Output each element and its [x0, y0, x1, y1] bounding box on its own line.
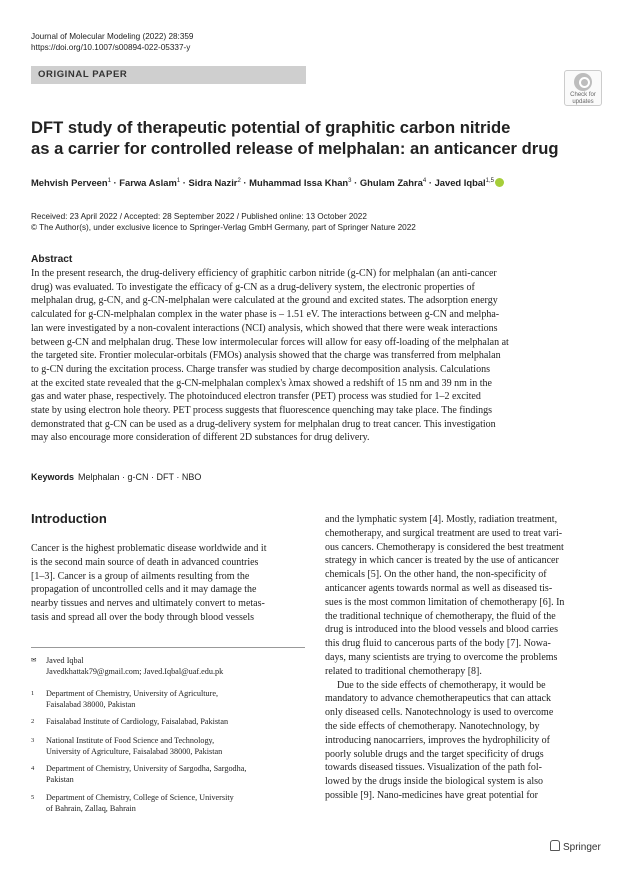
affiliation-line: Department of Chemistry, College of Science, University [46, 793, 234, 802]
footnote-divider [31, 647, 305, 648]
abstract-body [31, 267, 600, 445]
affiliation-line: Department of Chemistry, University of Sargodha, Sargodha, [46, 764, 247, 773]
body-line: is the second main source of death in advanced countries [31, 556, 259, 568]
section-heading-introduction: Introduction [31, 511, 107, 526]
body-line: chemotherapy, and surgical treatment are used to treat vari- [325, 527, 563, 539]
affiliation-line: of Bahrain, Zallaq, Bahrain [46, 804, 136, 813]
affiliation-line: University of Agriculture, Faisalabad 38000, Pakistan [46, 747, 223, 756]
affiliation-item [31, 763, 305, 785]
check-for-updates-button[interactable] [564, 70, 602, 106]
title-line: DFT study of therapeutic potential of graphitic carbon nitride [31, 118, 511, 137]
check-updates-line1: Check for [570, 92, 596, 98]
author-affiliation: 4 [422, 177, 427, 184]
publisher-footer [550, 840, 601, 853]
body-line: possible [9]. Nano-medicines have great potential for [325, 789, 538, 801]
body-line: ous cancers. Chemotherapy is considered the best treatment [325, 541, 564, 553]
right-column-text [325, 513, 599, 803]
abstract-line: In the present research, the drug-delivery efficiency of graphitic carbon nitride (g-CN) for melphalan (an anti-cancer [31, 268, 497, 279]
body-line: sues is the most common limitation of chemotherapy [6]. In [325, 596, 565, 608]
abstract-line: the targeted site. Frontier molecular-orbitals (FMOs) analysis showed that the charge was transferred from melphalan [31, 350, 501, 362]
body-line: poorly soluble drugs and the target specificity of drugs [325, 748, 544, 760]
section-label-bar [31, 66, 306, 84]
body-line: this drug fluid to cancerous parts of the body [7]. Nowa- [325, 638, 551, 650]
body-line: drug is introduced into the blood vessels and blood carries [325, 624, 559, 636]
affiliation-line: Faisalabad 38000, Pakistan [46, 700, 136, 709]
title-line: as a carrier for controlled release of melphalan: an anticancer drug [31, 139, 559, 158]
body-line: days, many scientists are trying to overcome the problems [325, 651, 558, 663]
correspondence-footnote [31, 655, 305, 677]
check-updates-line2: updates [572, 99, 594, 105]
body-line: chemicals [5]. On the other hand, the non-specificity of [325, 569, 547, 581]
abstract-line: calculated for g-CN-melphalan complex in the water phase is – 1.51 eV. The interactions between g-CN and melpha- [31, 309, 500, 321]
author-affiliation: 1 [107, 177, 111, 184]
author-name[interactable]: Muhammad Issa Khan [249, 177, 349, 188]
left-column-text [31, 542, 305, 625]
abstract-line: to g-CN during the excitation process. Charge transfer was studied by charge decomposition analysis. Calculations [31, 363, 490, 375]
body-line: nearby tissues and nerves and ultimately convert to metas- [31, 598, 265, 610]
affiliation-number: 5 [31, 794, 35, 801]
affiliation-line: Faisalabad Institute of Cardiology, Faisalabad, Pakistan [46, 717, 229, 726]
abstract-line: melphalan drug, g-CN, and g-CN-melphalan were calculated at the ground and excited states. The adsorption energy [31, 295, 498, 307]
body-line: propagation of uncontrolled cells and it may damage the [31, 584, 257, 596]
body-line: only diseased cells. Nanotechnology is used to overcome [325, 707, 554, 719]
article-title [31, 117, 571, 159]
author-name[interactable]: Sidra Nazir [188, 177, 238, 188]
body-line: introducing nanocarriers, improves the hydrophilicity of [325, 734, 550, 746]
body-line: mandatory to advance chemotherapeutics that can attack [325, 693, 552, 705]
orcid-icon[interactable] [495, 178, 504, 187]
abstract-line: may also encourage more consideration of different 2D substances for drug delivery. [31, 432, 370, 444]
author-affiliation: 2 [237, 177, 241, 184]
body-line: the side effects of chemotherapy. Nanotechnology, by [325, 720, 540, 732]
affiliation-item [31, 716, 305, 727]
abstract-heading: Abstract [31, 254, 73, 265]
author-name[interactable]: Mehvish Perveen [31, 177, 108, 188]
keywords [31, 472, 201, 482]
affiliation-number: 2 [31, 718, 35, 725]
publication-dates [31, 211, 416, 233]
affiliation-line: Pakistan [46, 775, 74, 784]
abstract-line: lan were investigated by a non-covalent interactions (NCI) analysis, which showed that there were weak interactions [31, 322, 498, 334]
abstract-line: drug) was evaluated. To investigate the efficacy of g-CN as a drug-delivery system, the electronic properties of [31, 281, 475, 293]
body-line: towards diseased tissues. Visualization of the path fol- [325, 762, 542, 774]
body-line: the traditional technique of chemotherapy, the fluid of the [325, 610, 556, 622]
copyright-line: © The Author(s), under exclusive licence to Springer-Verlag GmbH Germany, part of Springer Nature 2022 [31, 223, 416, 232]
correspondence-emails[interactable]: Javedkhattak79@gmail.com; Javed.Iqbal@uaf.edu.pk [46, 667, 224, 676]
abstract-line: demonstrated that g-CN can be used as a drug-delivery system for melphalan drug to treat cancer. This investigation [31, 418, 496, 430]
update-icon [574, 73, 592, 91]
body-line: Due to the side effects of chemotherapy, it would be [337, 679, 546, 691]
body-line: related to traditional chemotherapy [8]. [325, 665, 482, 677]
body-line: anticancer agents towards normal as well as diseased tis- [325, 582, 553, 594]
journal-citation: Journal of Molecular Modeling (2022) 28:359 [31, 32, 194, 41]
keywords-label: Keywords [31, 472, 75, 482]
author-name[interactable]: Farwa Aslam [119, 177, 177, 188]
section-label: ORIGINAL PAPER [38, 69, 128, 80]
springer-horse-icon [550, 840, 560, 851]
affiliation-item [31, 792, 305, 814]
envelope-icon: ✉ [31, 657, 37, 664]
affiliation-line: National Institute of Food Science and Technology, [46, 736, 215, 745]
author-affiliation: 3 [348, 177, 352, 184]
dates-line: Received: 23 April 2022 / Accepted: 28 September 2022 / Published online: 13 October 2022 [31, 212, 367, 221]
affiliation-number: 3 [31, 737, 35, 744]
author-affiliation: 1 [176, 177, 181, 184]
affiliation-number: 1 [31, 690, 35, 697]
body-line: tasis and spread all over the body through blood vessels [31, 611, 255, 623]
author-affiliation: 1,5 [485, 177, 494, 184]
affiliation-number: 4 [31, 765, 35, 772]
affiliation-item [31, 688, 305, 710]
journal-header [31, 31, 193, 53]
abstract-line: state by using electron hole theory. PET process suggests that fluorescence quenching may take place. The findings [31, 405, 493, 417]
publisher-name: Springer [563, 842, 601, 853]
affiliation-line: Department of Chemistry, University of Agriculture, [46, 689, 219, 698]
doi-link[interactable]: https://doi.org/10.1007/s00894-022-05337-y [31, 43, 191, 52]
body-line: strategy in which cancer is treated by the use of anticancer [325, 555, 559, 567]
keywords-list: Melphalan · g-CN · DFT · NBO [78, 472, 202, 482]
correspondence-name: Javed Iqbal [46, 656, 84, 665]
abstract-line: gas and water phase, respectively. The photoinduced electron transfer (PET) process was studied for 1–2 excited [31, 391, 481, 403]
author-name[interactable]: Javed Iqbal [434, 177, 486, 188]
body-line: Cancer is the highest problematic disease worldwide and it [31, 543, 267, 554]
body-line: and the lymphatic system [4]. Mostly, radiation treatment, [325, 514, 558, 525]
body-line: lowed by the drugs inside the biological system is also [325, 776, 544, 788]
body-line: [1–3]. Cancer is a group of ailments resulting from the [31, 570, 250, 582]
author-name[interactable]: Ghulam Zahra [359, 177, 423, 188]
author-list: Mehvish Perveen$^1$ · Farwa Aslam$^1$ · Sidra Nazir$^2$ · Muhammad Issa Khan$^3$ · Ghulam Zahra$^4$ · Javed Iqbal$^{1,5}$ [31, 177, 504, 188]
abstract-line: at the excited state revealed that the g-CN-melphalan complex's λmax showed a redshift of 15 nm and 39 nm in the [31, 377, 492, 389]
abstract-line: between g-CN and melphalan drug. These low intermolecular forces will allow for easy off-loading of the melphalan at [31, 336, 509, 348]
affiliation-item [31, 735, 305, 757]
